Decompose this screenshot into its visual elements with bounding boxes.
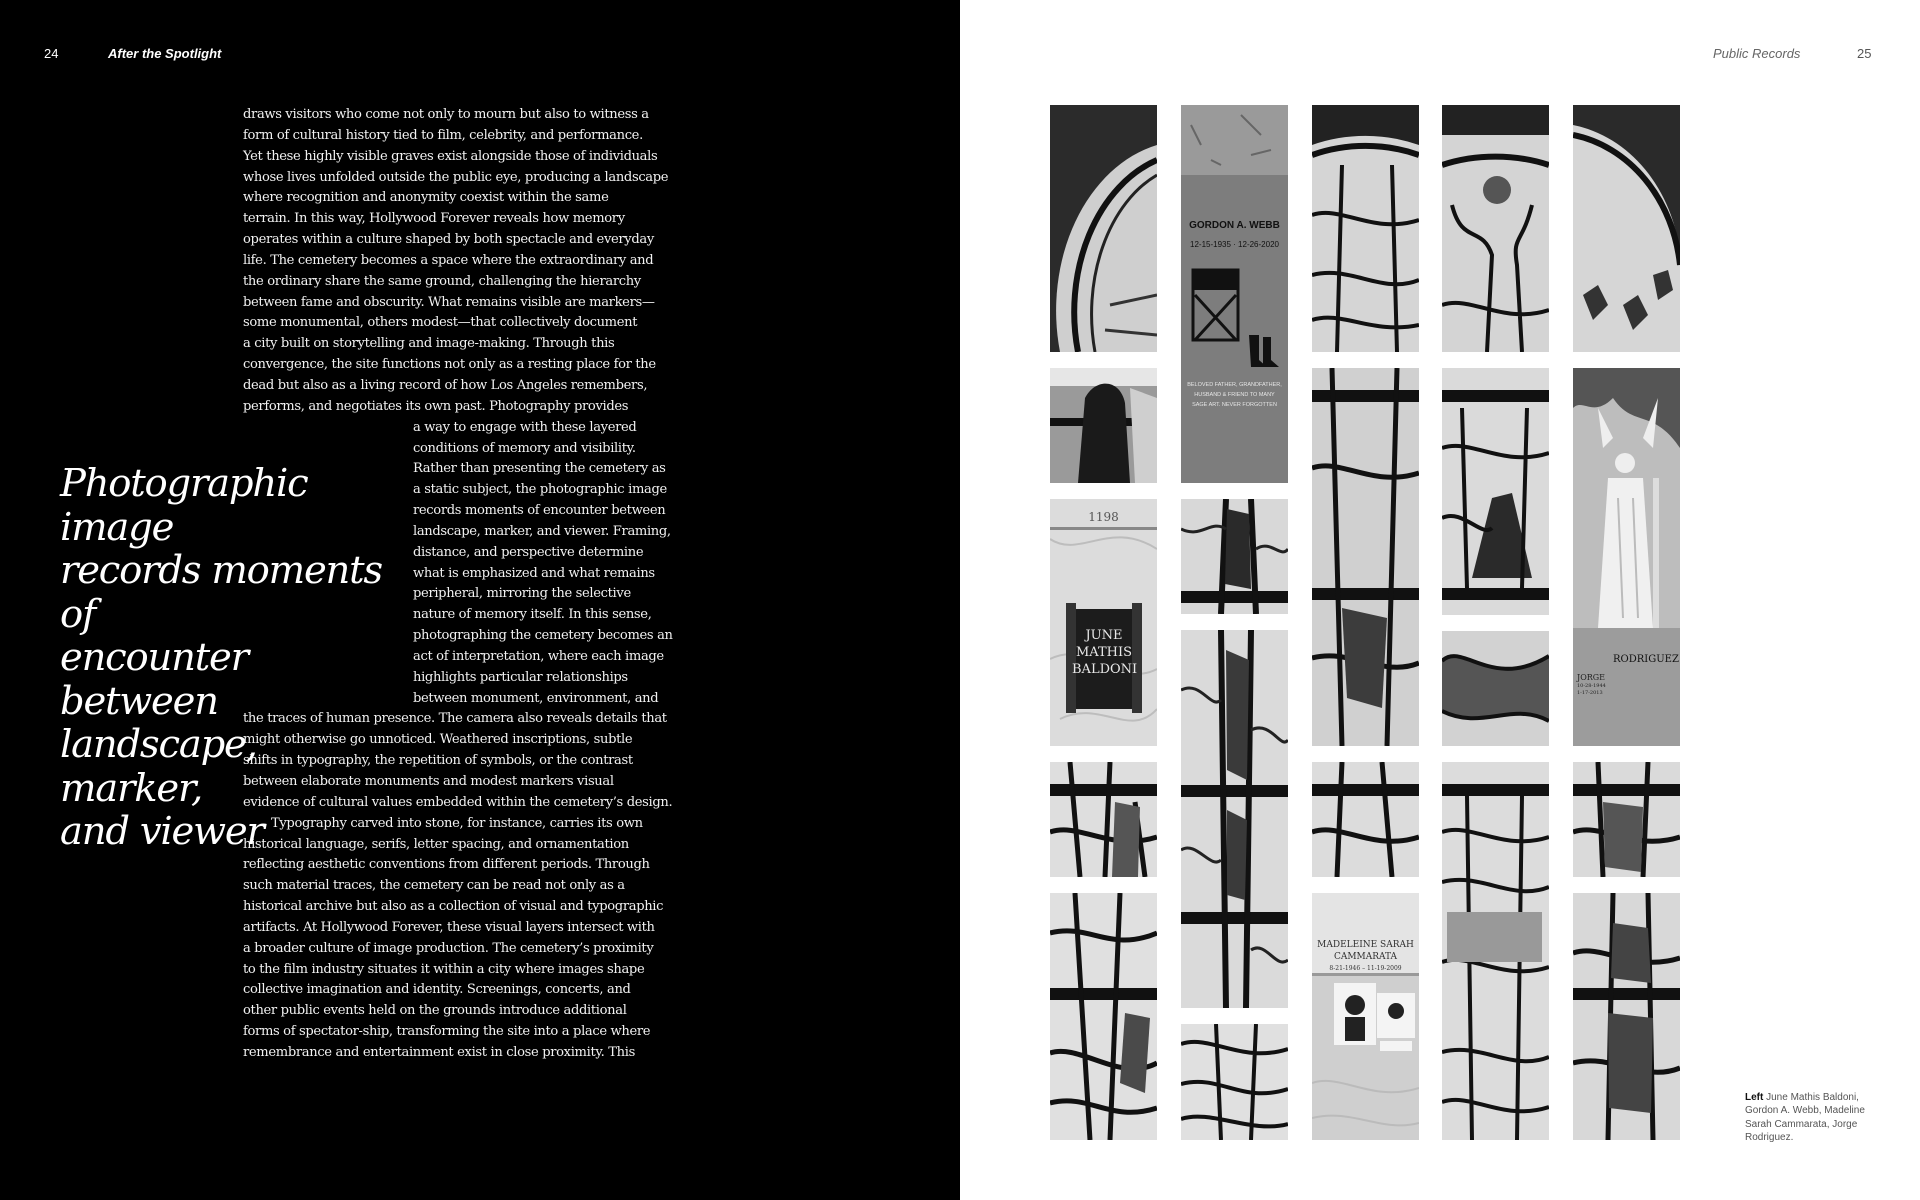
body-text-line: peripheral, mirroring the selective	[413, 586, 631, 602]
body-text-line: a static subject, the photographic image	[413, 482, 667, 498]
body-text-line: collective imagination and identity. Screenings, concerts, and	[243, 982, 631, 998]
body-text-line: evidence of cultural values embedded within the cemetery’s design.	[243, 794, 673, 810]
photo-tile-glass-c2r3	[1181, 499, 1288, 614]
caption-lead: Left	[1745, 1092, 1764, 1103]
photo-tile-glass-c4r1	[1442, 105, 1549, 352]
body-text-line: between fame and obscurity. What remains visible are markers—	[243, 294, 655, 310]
photo-tile-baldoni-crypt	[1050, 499, 1157, 746]
pull-quote-line: records moments of	[60, 548, 382, 637]
crypt-number: 1198	[1088, 510, 1119, 524]
photo-tile-glass-c5r5	[1573, 893, 1680, 1140]
inscription-line: JORGE	[1577, 673, 1606, 682]
photo-tile-webb-headstone	[1181, 105, 1288, 483]
pull-quote-line: Photographic image	[60, 461, 308, 550]
webb-dates: 12-15-1935 · 12-26-2020	[1190, 240, 1279, 249]
photo-tile-glass-c2r6	[1181, 1024, 1288, 1140]
photo-tile-glass-c3r2	[1312, 368, 1419, 746]
body-text-line: highlights particular relationships	[413, 669, 628, 685]
body-text-line: performs, and negotiates its own past. Photography provides	[243, 398, 629, 414]
pull-quote-line: and viewer	[60, 809, 264, 854]
body-text-line: records moments of encounter between	[413, 503, 666, 519]
plaque-line: BALDONI	[1072, 662, 1138, 677]
photo-tile-glass-c5r1	[1573, 105, 1680, 352]
body-text-line: some monumental, others modest—that collectively document	[243, 315, 638, 331]
running-head-left: After the Spotlight	[108, 46, 222, 61]
epitaph-line: HUSBAND & FRIEND TO MANY	[1194, 392, 1275, 398]
epitaph-line: BELOVED FATHER, GRANDFATHER,	[1187, 382, 1282, 388]
page-number-right: 25	[1857, 46, 1872, 61]
body-text-line: Rather than presenting the cemetery as	[413, 461, 666, 477]
body-text-line: form of cultural history tied to film, celebrity, and performance.	[243, 127, 643, 143]
body-text-top	[243, 105, 683, 418]
body-text-line: operates within a culture shaped by both spectacle and everyday	[243, 232, 654, 248]
body-text-line: a city built on storytelling and image-making. Through this	[243, 336, 615, 352]
body-text-line: landscape, marker, and viewer. Framing,	[413, 523, 671, 539]
baldoni-plaque	[1072, 627, 1136, 678]
webb-name: GORDON A. WEBB	[1189, 220, 1280, 231]
body-text-line: shifts in typography, the repetition of symbols, or the contrast	[243, 753, 633, 769]
body-text-line: a broader culture of image production. The cemetery’s proximity	[243, 940, 654, 956]
body-text-line: life. The cemetery becomes a space where the extraordinary and	[243, 252, 654, 268]
plaque-dates: 8-21-1946 – 11-19-2009	[1329, 965, 1402, 972]
pull-quote-line: landscape, marker,	[60, 722, 257, 811]
body-text-line: nature of memory itself. In this sense,	[413, 607, 652, 623]
epitaph-line: SAGE ART. NEVER FORGOTTEN	[1192, 402, 1277, 408]
cammarata-plaque	[1312, 939, 1419, 975]
body-text-line: to the film industry situates it within a city where images shape	[243, 961, 645, 977]
body-text-line: act of interpretation, where each image	[413, 648, 664, 664]
body-text-line: between monument, environment, and	[413, 690, 659, 706]
body-text-line: might otherwise go unnoticed. Weathered inscriptions, subtle	[243, 732, 633, 748]
body-text-line: whose lives unfolded outside the public eye, producing a landscape	[243, 169, 669, 185]
body-text-line: a way to engage with these layered	[413, 419, 637, 435]
photo-tile-glass-c3r4	[1312, 762, 1419, 877]
body-text-line: historical language, serifs, letter spacing, and ornamentation	[243, 836, 629, 852]
body-text-line: Yet these highly visible graves exist alongside those of individuals	[243, 148, 658, 164]
photo-tile-glass-c1r4	[1050, 762, 1157, 877]
photo-tile-glass-c4r2	[1442, 368, 1549, 615]
photo-tile-rodriguez-angel	[1573, 368, 1680, 746]
rodriguez-inscription	[1577, 673, 1637, 697]
pull-quote-line: encounter between	[60, 635, 248, 724]
body-text-line: terrain. In this way, Hollywood Forever reveals how memory	[243, 211, 625, 227]
photo-tile-glass-c4r3	[1442, 631, 1549, 746]
photo-tile-window-arch	[1050, 105, 1157, 352]
page-number-left: 24	[44, 46, 59, 61]
body-text-line: convergence, the site functions not only as a resting place for the	[243, 357, 656, 373]
body-text-line: conditions of memory and visibility.	[413, 440, 636, 456]
body-text-line: remembrance and entertainment exist in close proximity. This	[243, 1044, 635, 1060]
body-text-wrapped	[413, 418, 683, 710]
body-text-line: dead but also as a living record of how Los Angeles remembers,	[243, 377, 648, 393]
inscription-date: 1-17-2013	[1577, 690, 1603, 696]
rodriguez-surname: RODRIGUEZ	[1613, 654, 1679, 665]
photo-tile-glass-c5r4	[1573, 762, 1680, 877]
plaque-line: MADELEINE SARAH	[1317, 940, 1414, 950]
photo-tile-glass-c2r4	[1181, 630, 1288, 1008]
photo-tile-glass-c4r4	[1442, 762, 1549, 1140]
plaque-line: CAMMARATA	[1333, 952, 1398, 962]
body-text-line: such material traces, the cemetery can be read not only as a	[243, 878, 625, 894]
body-text-line: other public events held on the grounds introduce additional	[243, 1003, 627, 1019]
body-text-line: artifacts. At Hollywood Forever, these visual layers intersect with	[243, 919, 655, 935]
body-text-line: what is emphasized and what remains	[413, 565, 655, 581]
body-text-line: where recognition and anonymity coexist within the same	[243, 190, 609, 206]
photo-tile-glass-c1r5	[1050, 893, 1157, 1140]
caption-text: June Mathis Baldoni, Gordon A. Webb, Madeline Sarah Cammarata, Jorge Rodriguez.	[1745, 1092, 1865, 1144]
body-text-line: forms of spectator-ship, transforming the site into a place where	[243, 1024, 651, 1040]
body-text-line: between elaborate monuments and modest markers visual	[243, 774, 614, 789]
plaque-line: JUNE	[1085, 628, 1123, 643]
inscription-date: 10-28-1944	[1577, 683, 1606, 689]
photo-tile-bust	[1050, 368, 1157, 483]
body-text-line: the ordinary share the same ground, challenging the hierarchy	[243, 273, 641, 289]
body-text-line: reflecting aesthetic conventions from different periods. Through	[243, 857, 650, 873]
body-text-line: draws visitors who come not only to mourn but also to witness a	[243, 107, 649, 122]
plaque-line: MATHIS	[1075, 645, 1133, 660]
body-text-line: photographing the cemetery becomes an	[413, 628, 673, 644]
photo-tile-cammarata	[1312, 893, 1419, 1140]
body-text-line: Typography carved into stone, for instance, carries its own	[271, 815, 643, 831]
photo-tile-glass-c3r1	[1312, 105, 1419, 352]
body-text-line: the traces of human presence. The camera also reveals details that	[243, 711, 667, 727]
photo-caption	[1745, 1091, 1880, 1145]
pull-quote	[60, 462, 400, 854]
body-text-line: distance, and perspective determine	[413, 544, 644, 560]
webb-epitaph	[1187, 380, 1282, 410]
running-head-right: Public Records	[1713, 46, 1801, 61]
body-text-line: historical archive but also as a collection of visual and typographic	[243, 899, 664, 915]
